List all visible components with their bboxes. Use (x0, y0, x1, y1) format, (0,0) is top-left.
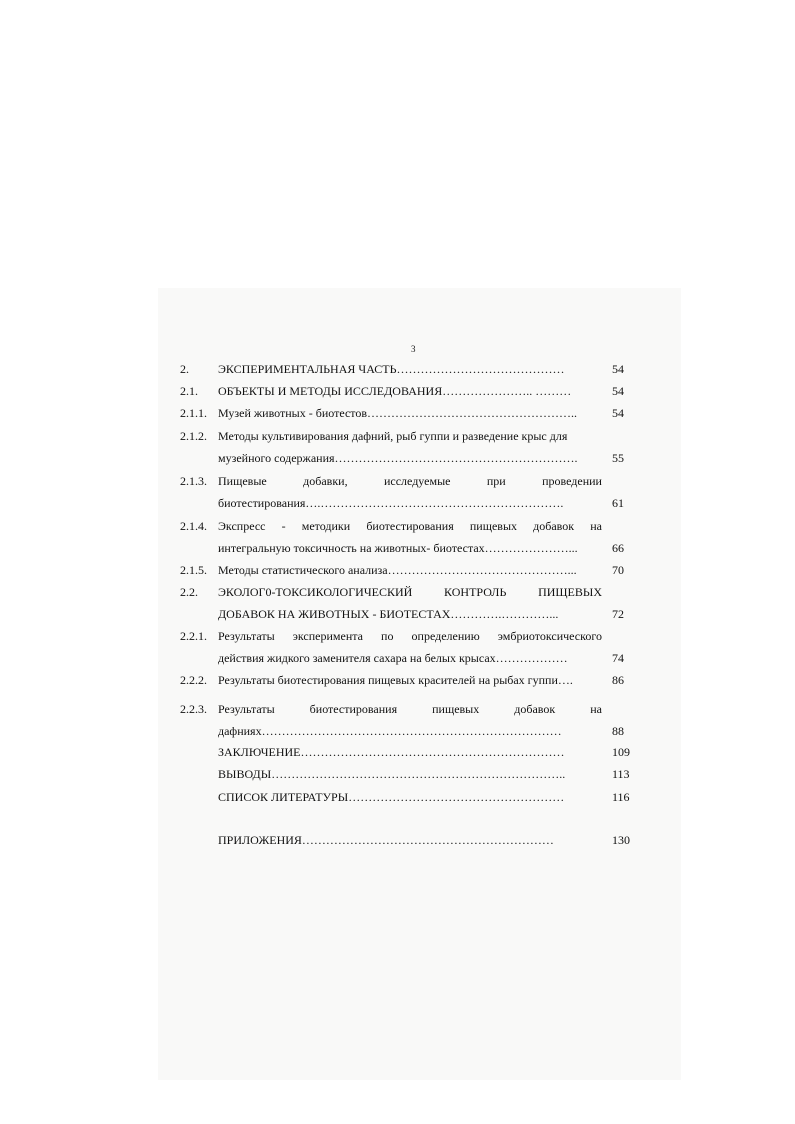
toc-entry-title-continued: ДОБАВОК НА ЖИВОТНЫХ - БИОТЕСТАХ………….…………... (218, 607, 559, 621)
toc-entry-title-continued: действия жидкого заменителя сахара на белых крысах……………… (218, 651, 568, 665)
toc-entry-title: Музей животных - биотестов…………………………………………….. (218, 406, 578, 420)
title-word: Результаты (218, 702, 275, 716)
toc-entry-title: ЗАКЛЮЧЕНИЕ………………………………………………………… (218, 745, 565, 759)
toc-entry-number: 2.2. (180, 585, 198, 599)
toc-entry-number: 2.2.2. (180, 673, 207, 687)
toc-entry-page: 86 (612, 673, 624, 687)
toc-entry-number: 2.1. (180, 384, 198, 398)
toc-entry-page: 72 (612, 607, 624, 621)
toc-entry-number: 2.1.3. (180, 474, 207, 488)
toc-entry-number: 2.1.1. (180, 406, 207, 420)
toc-entry-title: Результаты биотестирования пищевых красителей на рыбах гуппи…. (218, 673, 573, 687)
title-word: - (281, 519, 286, 533)
toc-entry-page: 55 (612, 451, 624, 465)
title-word: при (486, 474, 506, 488)
toc-entry-title-continued: музейного содержания……………………………………………………. (218, 451, 578, 465)
title-word: ПИЩЕВЫХ (538, 585, 602, 599)
toc-entry-page: 109 (612, 745, 630, 759)
toc-entry-number: 2.1.5. (180, 563, 207, 577)
title-word: биотестирования (366, 519, 454, 533)
title-word: на (590, 702, 602, 716)
title-word: добавок (514, 702, 556, 716)
toc-entry-title (218, 519, 602, 534)
toc-entry-page: 66 (612, 541, 624, 555)
toc-entry-page: 54 (612, 406, 624, 420)
title-word: эксперимента (292, 629, 363, 643)
toc-entry-title: ВЫВОДЫ……………………………………………………………….. (218, 767, 566, 781)
toc-entry-page: 70 (612, 563, 624, 577)
toc-entry-page: 116 (612, 790, 630, 804)
toc-entry-number: 2.2.3. (180, 702, 207, 716)
toc-entry-number: 2. (180, 362, 189, 376)
toc-entry-title (218, 702, 602, 717)
title-word: КОНТРОЛЬ (444, 585, 507, 599)
title-word: биотестирования (309, 702, 398, 716)
toc-entry-page: 88 (612, 724, 624, 738)
toc-entry-title (218, 629, 602, 644)
toc-entry-page: 54 (612, 362, 624, 376)
toc-entry-title: СПИСОК ЛИТЕРАТУРЫ……………………………………………… (218, 790, 565, 804)
title-word: по (381, 629, 394, 643)
title-word: Пищевые (218, 474, 267, 488)
toc-entry-title: ПРИЛОЖЕНИЯ……………………………………………………… (218, 833, 554, 847)
toc-entry-title-continued: дафниях………………………………………………………………… (218, 724, 562, 738)
toc-entry-page: 113 (612, 767, 630, 781)
title-word: на (590, 519, 602, 533)
toc-entry-page: 54 (612, 384, 624, 398)
toc-entry-title: Методы статистического анализа………………………………………... (218, 563, 577, 577)
title-word: исследуемые (383, 474, 451, 488)
toc-entry-page: 74 (612, 651, 624, 665)
title-word: добавок (533, 519, 575, 533)
page-number: 3 (411, 344, 416, 354)
toc-entry-title (218, 585, 602, 600)
title-word: ЭКОЛОГ0-ТОКСИКОЛОГИЧЕСКИЙ (218, 585, 413, 599)
toc-entry-title (218, 474, 602, 489)
title-word: пищевых (469, 519, 518, 533)
title-word: методики (301, 519, 351, 533)
title-word: определению (411, 629, 480, 643)
title-word: Результаты (218, 629, 275, 643)
title-word: пищевых (432, 702, 480, 716)
toc-entry-title: ЭКСПЕРИМЕНТАЛЬНАЯ ЧАСТЬ…………………………………… (218, 362, 565, 376)
toc-entry-number: 2.2.1. (180, 629, 207, 643)
title-word: проведении (542, 474, 602, 488)
title-word: добавки, (303, 474, 348, 488)
toc-entry-title: ОБЪЕКТЫ И МЕТОДЫ ИССЛЕДОВАНИЯ………………….. ……… (218, 384, 572, 398)
toc-entry-page: 61 (612, 496, 624, 510)
toc-entry-number: 2.1.2. (180, 429, 207, 443)
title-word: эмбриотоксического (497, 629, 602, 643)
toc-entry-page: 130 (612, 833, 630, 847)
toc-entry-number: 2.1.4. (180, 519, 207, 533)
toc-entry-title-continued: биотестирования….……………………………………………………. (218, 496, 564, 510)
title-word: Экспресс (218, 519, 266, 533)
toc-entry-title-continued: интегральную токсичность на животных- биотестах…………………... (218, 541, 578, 555)
toc-entry-title: Методы культивирования дафний, рыб гуппи и разведение крыс для (218, 429, 568, 443)
